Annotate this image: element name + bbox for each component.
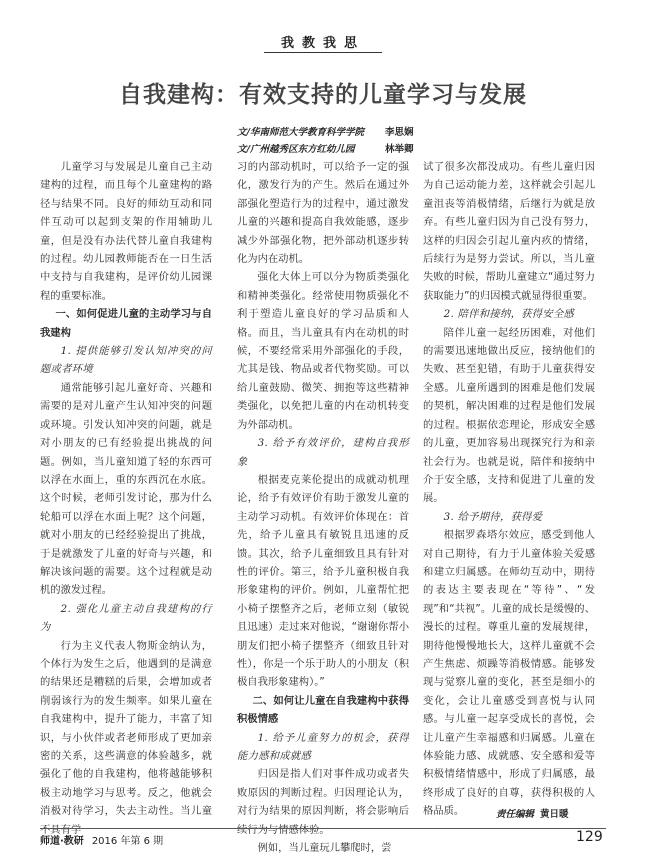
author-line-2: [237, 141, 414, 155]
section-heading: 一、如何促进儿童的主动学习与自我建构: [40, 308, 212, 339]
page-number: 129: [576, 829, 603, 845]
subsection-heading: 1. 给予儿童努力的机会，获得能力感和成就感: [237, 731, 409, 762]
author-affiliation: 文/华南师范大学教育科学学院: [237, 127, 364, 138]
footer-rule: [40, 828, 606, 829]
body-paragraph: 陪伴儿童一起经历困难，对他们的需要迅速地做出反应，接纳他们的失败、甚至犯错，有助于儿童获得安全感。儿童所遇到的困难是他们发展的契机，解决困难的过程是他们发展的过程。根据依恋理论，形成安全感的儿童，更加容易出现探究行为和亲社会行为。也就是说，陪伴和接纳中介于安全感，支持和促进了儿童的发展。: [423, 326, 595, 505]
body-paragraph: 行为主义代表人物斯金纳认为，个体行为发生之后，他遇到的是满意的结果还是糟糕的后果，会增加或者削弱该行为的发生频率。如果儿童在自我建构中，提升了能力，丰富了知识，与小伙伴或者老师形成了更加亲密的关系，这些满意的体验越多，就强化了他的自我建构，他将越能够积极主动地学习与思考。反之，他就会消极对待学习，失去主动性。当儿童不具有学: [40, 639, 212, 836]
body-paragraph: 试了很多次都没成功。有些儿童归因为自己运动能力差，这样就会引起儿童沮丧等消极情绪，后继行为就是放弃。有些儿童归因为自己没有努力，这样的归因会引起儿童内疚的情绪，后续行为是努力尝试。所以，当儿童失败的时候，帮助儿童建立“通过努力获取能力”的归因模式就显得很重要。: [423, 161, 595, 302]
author-name: 林举卿: [385, 144, 414, 155]
text-column-3: [423, 158, 595, 821]
issue-label: 2016 年第 6 期: [91, 836, 164, 847]
author-name: 李思娴: [385, 127, 414, 138]
editor-role: 责任编辑: [496, 809, 535, 820]
subsection-heading: 3. 给予期待，获得爱: [443, 510, 543, 523]
body-paragraph: 根据罗森塔尔效应，感受到他人对自己期待，有力于儿童体验关爱感和建立归属感。在师幼互动中，期待的表达主要表现在“等待”、“发现”和“共视”。儿童的成长是缓慢的、漫长的过程。尊重儿童的发展规律，期待他慢慢地长大，这样儿童就不会产生焦虑、烦躁等消极情感。能够发现与觉察儿童的变化，甚至是细小的变化，会让儿童感受到喜悦与认同感。与儿童一起享受成长的喜悦，会让儿童产生幸福感和归属感。儿童在体验能力感、成就感、安全感和爱等积极情绪情感中，形成了归属感，最终形成了良好的自尊，获得积极的人格品质。: [423, 529, 595, 818]
editor-name: 黄日暖: [540, 809, 569, 820]
body-paragraph: 例如，当儿童玩儿攀爬时，尝: [257, 842, 392, 855]
text-column-1: [40, 158, 212, 839]
subsection-heading: 1. 提供能够引发认知冲突的问题或者环境: [40, 345, 212, 376]
footer-journal: [40, 832, 163, 847]
body-paragraph: 习的内部动机时，可以给予一定的强化，激发行为的产生。然后在通过外部强化塑造行为的过程中，通过激发儿童的兴趣和提高自我效能感，逐步减少外部强化物，把外部动机逐步转化为内在动机。: [237, 161, 409, 266]
body-paragraph: 通常能够引起儿童好奇、兴趣和需要的是对儿童产生认知冲突的问题或环境。引发认知冲突的问题，就是对小朋友的已有经验提出挑战的问题。例如，当儿童知道了轻的东西可以浮在水面上，重的东西沉在水底。这个时候，老师引发讨论，那为什么轮船可以浮在水面上呢？这个问题，就对小朋友的已经经验提出了挑战，于是就激发了儿童的好奇与兴趣，和解决该问题的需要。这个过程就是动机的激发过程。: [40, 381, 212, 597]
subsection-heading: 2. 强化儿童主动自我建构的行为: [40, 602, 212, 634]
body-paragraph: 归因是指人们对事件成功或者失败原因的判断过程。归因理论认为，对行为结果的原因判断，将会影响后续行为与情感体验。: [237, 768, 409, 836]
subsection-heading: 3. 给予有效评价，建构自我形象: [237, 437, 409, 468]
section-heading: 二、如何让儿童在自我建构中获得积极情感: [237, 694, 409, 726]
article-title: 自我建构：有效支持的儿童学习与发展: [119, 82, 527, 108]
author-line-1: [237, 124, 414, 138]
column-heading: 我教我思: [280, 36, 365, 51]
subsection-heading: 2. 陪伴和接纳，获得安全感: [443, 308, 575, 321]
body-paragraph: 儿童学习与发展是儿童自己主动建构的过程，而且每个儿童建构的路径与结果不同。良好的师幼互动和同伴互动可以起到支架的作用辅助儿童，但是没有办法代替儿童自我建构的过程。幼儿园教师能否在一日生活中支持与自我建构，是评价幼儿园课程的重要标准。: [40, 161, 212, 302]
text-column-2: [237, 158, 409, 857]
body-paragraph: 根据麦克莱伦提出的成就动机理论，给予有效评价有助于激发儿童的主动学习动机。有效评价体现在：首先，给予儿童具有敏锐且迅速的反馈。其次，给予儿童细致且具有针对性的评价。第三，给予儿童积极自我形象建构的评价。例如，儿童帮忙把小椅子摆整齐之后，老师立刻（敏锐且迅速）走过来对他说，“谢谢你帮小朋友们把小椅子摆整齐（细致且针对性），你是一个乐于助人的小朋友（积极自我形象建构）。”: [237, 473, 409, 689]
journal-name: 师道·教研: [40, 836, 84, 847]
body-paragraph: 强化大体上可以分为物质类强化和精神类强化。经常使用物质强化不利于塑造儿童良好的学习品质和人格。而且，当儿童具有内在动机的时候，不要经常采用外部强化的手段，尤其是钱、物品或者代物奖励。可以给儿童鼓励、微笑、拥抱等这些精神类强化，以免把儿童的内在动机转变为外部动机。: [237, 271, 409, 431]
column-heading-rule: [264, 52, 382, 53]
editor-credit: [496, 806, 569, 820]
author-affiliation: 文/广州越秀区东方红幼儿园: [237, 144, 355, 155]
